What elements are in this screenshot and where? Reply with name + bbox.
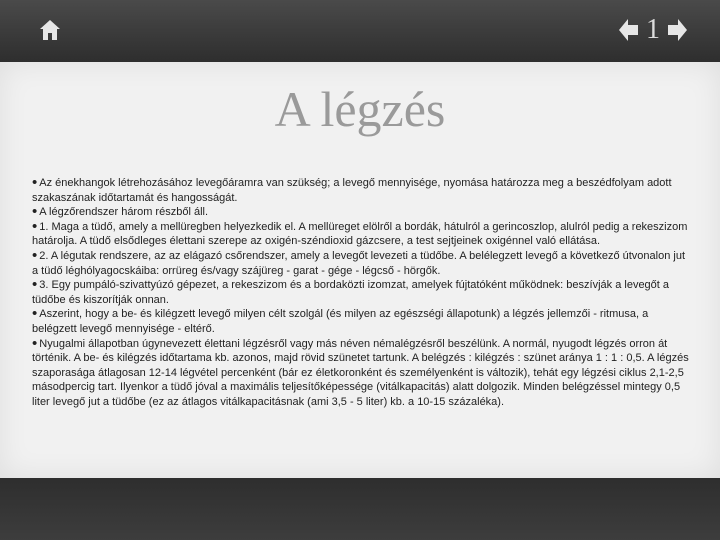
paragraph-text: A légzőrendszer három részből áll. <box>39 206 209 219</box>
bottom-bar <box>0 478 720 540</box>
paragraph-text: 2. A légutak rendszere, az az elágazó csőrendszer, amely a levegőt levezeti a tüdőbe. A belélegzett levegő a következő útvonalon jut a tüdő léghólyagocskáiba: orrüreg és/vagy szájüreg - garat - gége - légcső - hörgők. <box>32 249 686 277</box>
paragraph-text: Az énekhangok létrehozásához levegőáramra van szükség; a levegő mennyisége, nyomása határozza meg a beszédfolyam adott szakaszának időtartamát és hangosságát. <box>32 177 672 204</box>
paragraph-text: Aszerint, hogy a be- és kilégzett levegő milyen célt szolgál (és milyen az egészségi állapotunk) a légzés jellemzői - ritmusa, a belégzett levegő mennyisége - eltérő. <box>32 308 649 335</box>
next-slide-button[interactable] <box>666 18 688 42</box>
bullet-paragraph <box>32 246 692 278</box>
bullet-paragraph <box>32 176 692 205</box>
bullet-icon: • <box>32 203 38 221</box>
arrow-left-icon <box>618 18 640 42</box>
paragraph-text: Nyugalmi állapotban úgynevezett élettani légzésről vagy más néven némalégzésről beszélünk. A normál, nyugodt légzés orron át történik. A be- és kilégzés időtartama kb. azonos, majd rövid szünetet tartunk. A belégzés : kilégzés : szünet aránya 1 : 1 : 0,5. A légzés szaporasága átlagosan 12-14 légvétel percenként (bár ez életkoronként és személyenként is változik), tehát egy légzési ciklus 2,1-2,5 másodpercig tart. Ilyenkor a tüdő jóval a maximális teljesítőképessége (vitálkapacitás) alatt dolgozik. Minden belégzéssel mintegy 0,5 liter levegő jut a tüdőbe (ez az átlagos vitálkapacitásnak (ami 3,5 - 5 liter) kb. a 10-15 százaléka). <box>32 337 689 408</box>
home-icon <box>38 18 62 42</box>
bullet-icon: • <box>32 334 38 352</box>
paragraph-text: 1. Maga a tüdő, amely a mellüregben helyezkedik el. A mellüreget elölről a bordák, hátulról a gerincoszlop, alulról pedig a rekeszizom határolja. A tüdő elsődleges élettani szerepe az oxigén-széndioxid gázcsere, a test sejtjeinek oxigénnel való ellátása. <box>32 220 688 248</box>
bullet-paragraph <box>32 278 692 307</box>
bullet-icon: • <box>32 217 38 235</box>
paragraph-text: 3. Egy pumpáló-szivattyúzó gépezet, a rekeszizom és a bordaközti izomzat, amelyek fújtatóként működnek: beszívják a levegőt a tüdőbe és kiszorítják onnan. <box>32 279 670 306</box>
bullet-paragraph <box>32 217 692 249</box>
bullet-icon: • <box>32 276 38 294</box>
bullet-icon: • <box>32 305 38 323</box>
slide-navigation <box>618 16 688 44</box>
arrow-right-icon <box>666 18 688 42</box>
bullet-paragraph <box>32 334 692 410</box>
slide-body <box>32 176 692 410</box>
previous-slide-button[interactable] <box>618 18 640 42</box>
bullet-icon: • <box>32 246 38 264</box>
bullet-paragraph <box>32 307 692 336</box>
slide-title: A légzés <box>274 81 446 137</box>
home-button[interactable] <box>38 18 62 42</box>
bullet-icon: • <box>32 174 38 191</box>
bullet-paragraph <box>32 205 692 220</box>
top-toolbar <box>0 0 720 62</box>
page-number: 1 <box>646 14 660 45</box>
